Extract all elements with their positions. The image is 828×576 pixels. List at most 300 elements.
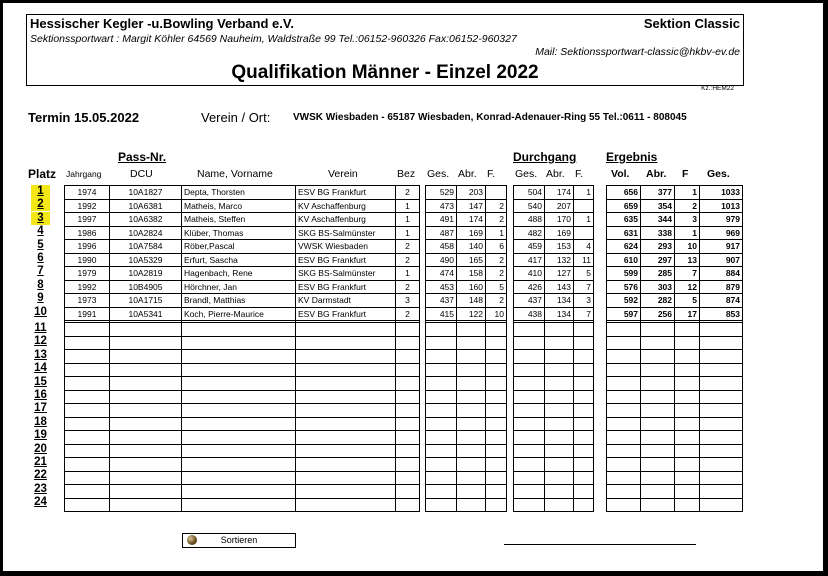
table-row — [514, 240, 594, 254]
empty-row — [514, 431, 594, 445]
f1-cell — [486, 485, 507, 499]
name-cell — [182, 444, 296, 458]
ges1-cell — [426, 498, 457, 512]
section-name: Sektion Classic — [643, 16, 740, 31]
bez-cell — [396, 431, 420, 445]
vol-cell: 592 — [607, 294, 641, 308]
platz-number: 22 — [34, 469, 47, 482]
verein-cell: ESV BG Frankfurt — [296, 186, 396, 200]
empty-row — [65, 404, 420, 418]
dcu-cell — [110, 404, 182, 418]
verein-cell: ESV BG Frankfurt — [296, 307, 396, 321]
vol-cell: 576 — [607, 280, 641, 294]
abr1-cell — [457, 390, 486, 404]
erg-abr-header: Abr. — [646, 168, 667, 180]
ges1-cell — [426, 336, 457, 350]
erg-f-cell — [675, 350, 700, 364]
erg-f-cell — [675, 498, 700, 512]
f1-cell — [486, 498, 507, 512]
verein-header: Verein — [328, 168, 358, 180]
verein-cell — [296, 458, 396, 472]
form-code: Kz.:HEM22 — [701, 85, 734, 92]
ges2-cell: 482 — [514, 226, 545, 240]
ges1-cell: 415 — [426, 307, 457, 321]
empty-row — [426, 404, 507, 418]
vol-cell: 597 — [607, 307, 641, 321]
erg-f-cell — [675, 458, 700, 472]
erg-abr-cell: 297 — [641, 253, 675, 267]
bez-cell — [396, 363, 420, 377]
durchgang-group-header: Durchgang — [513, 150, 577, 164]
erg-ges-cell: 917 — [700, 240, 743, 254]
erg-f-cell — [675, 417, 700, 431]
table-row — [426, 294, 507, 308]
name-cell — [182, 485, 296, 499]
ergebnis-group-header: Ergebnis — [606, 150, 658, 164]
vol-cell — [607, 323, 641, 337]
erg-ges-cell — [700, 390, 743, 404]
abr2-cell — [545, 431, 574, 445]
erg-f-cell — [675, 444, 700, 458]
erg-f-cell: 17 — [675, 307, 700, 321]
erg-ges-cell: 874 — [700, 294, 743, 308]
dcu-cell — [110, 498, 182, 512]
table-row — [426, 253, 507, 267]
erg-f-cell: 5 — [675, 294, 700, 308]
f1-cell — [486, 458, 507, 472]
erg-ges-cell: 907 — [700, 253, 743, 267]
f1-cell: 1 — [486, 226, 507, 240]
table-row — [514, 253, 594, 267]
abr2-cell: 134 — [545, 307, 574, 321]
platz-number: 6 — [37, 252, 44, 264]
ges2-cell — [514, 377, 545, 391]
jahrgang-cell — [65, 458, 110, 472]
ergebnis-table — [606, 185, 743, 512]
f2-cell — [574, 199, 594, 213]
ges2-cell — [514, 404, 545, 418]
empty-row — [607, 471, 743, 485]
abr1-cell: 169 — [457, 226, 486, 240]
table-row — [514, 280, 594, 294]
bez-cell — [396, 485, 420, 499]
abr2-cell — [545, 498, 574, 512]
f1-cell — [486, 186, 507, 200]
abr2-cell: 134 — [545, 294, 574, 308]
f2-cell — [574, 417, 594, 431]
table-row — [514, 213, 594, 227]
abr2-cell — [545, 485, 574, 499]
name-cell — [182, 458, 296, 472]
abr2-cell: 169 — [545, 226, 574, 240]
ges1-cell: 474 — [426, 267, 457, 281]
f1-cell — [486, 336, 507, 350]
abr2-cell: 132 — [545, 253, 574, 267]
erg-abr-cell — [641, 444, 675, 458]
empty-row — [514, 498, 594, 512]
abr2-cell — [545, 390, 574, 404]
abr1-cell — [457, 377, 486, 391]
f1-cell — [486, 377, 507, 391]
erg-abr-cell — [641, 377, 675, 391]
vol-cell — [607, 404, 641, 418]
jahrgang-cell: 1990 — [65, 253, 110, 267]
jahrgang-cell — [65, 323, 110, 337]
bez-header: Bez — [397, 168, 416, 180]
table-row — [426, 307, 507, 321]
abr1-cell: 165 — [457, 253, 486, 267]
ges2-cell — [514, 485, 545, 499]
f2-cell: 7 — [574, 307, 594, 321]
table-row — [65, 213, 420, 227]
jahrgang-cell: 1974 — [65, 186, 110, 200]
erg-ges-cell — [700, 485, 743, 499]
f2-header: F. — [575, 168, 584, 180]
ges1-cell: 487 — [426, 226, 457, 240]
abr1-cell: 174 — [457, 213, 486, 227]
f1-cell: 2 — [486, 213, 507, 227]
ges2-cell: 438 — [514, 307, 545, 321]
table-row — [607, 226, 743, 240]
jahrgang-cell: 1996 — [65, 240, 110, 254]
abr1-cell — [457, 498, 486, 512]
table-row — [514, 307, 594, 321]
erg-abr-cell — [641, 471, 675, 485]
bez-cell: 2 — [396, 253, 420, 267]
jahrgang-cell: 1991 — [65, 307, 110, 321]
vol-cell: 624 — [607, 240, 641, 254]
dcu-cell — [110, 390, 182, 404]
abr2-cell — [545, 444, 574, 458]
empty-row — [514, 404, 594, 418]
abr2-cell — [545, 377, 574, 391]
platz-number: 18 — [34, 415, 47, 428]
verein-cell — [296, 404, 396, 418]
empty-row — [426, 458, 507, 472]
f2-cell — [574, 336, 594, 350]
verein-cell: KV Aschaffenburg — [296, 213, 396, 227]
f1-cell: 2 — [486, 199, 507, 213]
platz-number: 20 — [34, 442, 47, 455]
table-row — [65, 307, 420, 321]
verein-cell — [296, 498, 396, 512]
f1-cell: 2 — [486, 294, 507, 308]
jahrgang-cell — [65, 431, 110, 445]
sort-button-label: Sortieren — [220, 535, 258, 545]
f2-cell — [574, 363, 594, 377]
erg-f-cell — [675, 390, 700, 404]
erg-abr-cell: 344 — [641, 213, 675, 227]
empty-row — [514, 390, 594, 404]
erg-ges-cell: 979 — [700, 213, 743, 227]
jahrgang-cell: 1997 — [65, 213, 110, 227]
f2-cell — [574, 458, 594, 472]
erg-abr-cell: 293 — [641, 240, 675, 254]
ges1-cell — [426, 458, 457, 472]
jahrgang-cell — [65, 444, 110, 458]
f1-cell — [486, 404, 507, 418]
erg-f-cell — [675, 485, 700, 499]
name-cell — [182, 404, 296, 418]
ges1-cell — [426, 431, 457, 445]
empty-row — [65, 431, 420, 445]
f1-cell — [486, 417, 507, 431]
platz-number: 11 — [34, 322, 47, 334]
f1-cell: 2 — [486, 253, 507, 267]
jahrgang-cell: 1986 — [65, 226, 110, 240]
platz-number: 1 — [31, 185, 50, 198]
dcu-cell — [110, 377, 182, 391]
erg-f-header: F — [682, 168, 689, 180]
erg-f-cell: 10 — [675, 240, 700, 254]
empty-row — [426, 471, 507, 485]
platz-number: 9 — [37, 292, 44, 305]
ges2-header: Ges. — [515, 168, 538, 180]
erg-ges-cell: 1013 — [700, 199, 743, 213]
name-cell — [182, 350, 296, 364]
vol-cell — [607, 471, 641, 485]
verein-cell: VWSK Wiesbaden — [296, 240, 396, 254]
f2-cell — [574, 404, 594, 418]
ges2-cell — [514, 350, 545, 364]
dcu-cell: 10A5341 — [110, 307, 182, 321]
dcu-cell — [110, 431, 182, 445]
f1-cell: 10 — [486, 307, 507, 321]
abr1-cell: 148 — [457, 294, 486, 308]
erg-abr-cell — [641, 350, 675, 364]
name-cell: Erfurt, Sascha — [182, 253, 296, 267]
erg-abr-cell — [641, 431, 675, 445]
abr2-cell: 207 — [545, 199, 574, 213]
table-row — [607, 294, 743, 308]
erg-ges-cell — [700, 323, 743, 337]
name-cell: Klüber, Thomas — [182, 226, 296, 240]
erg-ges-cell — [700, 431, 743, 445]
erg-abr-cell: 303 — [641, 280, 675, 294]
f1-cell — [486, 350, 507, 364]
platz-number: 10 — [34, 305, 47, 318]
erg-ges-cell — [700, 458, 743, 472]
table-row — [426, 213, 507, 227]
erg-f-cell — [675, 431, 700, 445]
f2-cell — [574, 431, 594, 445]
vol-cell — [607, 336, 641, 350]
bez-cell: 1 — [396, 213, 420, 227]
platz-number: 5 — [37, 238, 44, 251]
empty-row — [607, 336, 743, 350]
bez-cell: 1 — [396, 199, 420, 213]
abr1-cell — [457, 417, 486, 431]
jahrgang-cell — [65, 485, 110, 499]
platz-number: 14 — [34, 362, 47, 375]
f1-cell: 6 — [486, 240, 507, 254]
pass-group-header: Pass-Nr. — [118, 150, 167, 164]
vol-cell — [607, 350, 641, 364]
empty-row — [65, 363, 420, 377]
erg-f-cell: 12 — [675, 280, 700, 294]
name-cell — [182, 323, 296, 337]
ges2-cell — [514, 363, 545, 377]
f2-cell: 1 — [574, 213, 594, 227]
empty-row — [607, 350, 743, 364]
table-row — [65, 240, 420, 254]
abr2-cell: 170 — [545, 213, 574, 227]
platz-number: 12 — [34, 335, 47, 348]
f1-cell: 2 — [486, 267, 507, 281]
ges1-cell — [426, 377, 457, 391]
verein-cell — [296, 471, 396, 485]
vol-cell — [607, 363, 641, 377]
verein-cell — [296, 336, 396, 350]
table-row — [426, 267, 507, 281]
f2-cell — [574, 377, 594, 391]
f2-cell — [574, 390, 594, 404]
verein-cell — [296, 363, 396, 377]
empty-row — [426, 350, 507, 364]
empty-row — [607, 363, 743, 377]
verein-cell — [296, 431, 396, 445]
ges2-cell — [514, 336, 545, 350]
erg-abr-cell: 377 — [641, 186, 675, 200]
ges1-header: Ges. — [427, 168, 450, 180]
name-cell — [182, 377, 296, 391]
erg-f-cell — [675, 336, 700, 350]
abr2-cell: 174 — [545, 186, 574, 200]
bez-cell: 1 — [396, 267, 420, 281]
ges2-cell — [514, 431, 545, 445]
jahrgang-cell — [65, 404, 110, 418]
contact-mail: Mail: Sektionssportwart-classic@hkbv-ev.de — [535, 46, 740, 58]
sort-button[interactable] — [182, 533, 296, 548]
abr1-cell — [457, 350, 486, 364]
table-row — [65, 280, 420, 294]
empty-row — [426, 444, 507, 458]
name-cell — [182, 390, 296, 404]
name-cell — [182, 471, 296, 485]
empty-row — [514, 471, 594, 485]
platz-header: Platz — [28, 167, 57, 181]
jahrgang-cell — [65, 363, 110, 377]
erg-ges-cell — [700, 417, 743, 431]
empty-row — [426, 377, 507, 391]
dcu-cell: 10A1715 — [110, 294, 182, 308]
abr1-cell: 140 — [457, 240, 486, 254]
ges2-cell: 410 — [514, 267, 545, 281]
table-row — [65, 186, 420, 200]
empty-row — [607, 404, 743, 418]
jahrgang-cell: 1992 — [65, 199, 110, 213]
f1-cell — [486, 431, 507, 445]
table-row — [65, 226, 420, 240]
signature-line — [504, 544, 696, 545]
name-cell — [182, 498, 296, 512]
erg-abr-cell — [641, 363, 675, 377]
abr1-cell — [457, 471, 486, 485]
bez-cell — [396, 417, 420, 431]
abr2-header: Abr. — [546, 168, 565, 180]
abr2-cell: 153 — [545, 240, 574, 254]
empty-row — [607, 323, 743, 337]
f2-cell: 4 — [574, 240, 594, 254]
abr2-cell — [545, 417, 574, 431]
empty-row — [426, 498, 507, 512]
jahrgang-cell — [65, 336, 110, 350]
erg-abr-cell: 256 — [641, 307, 675, 321]
empty-row — [514, 377, 594, 391]
bez-cell — [396, 404, 420, 418]
ges1-cell — [426, 471, 457, 485]
f2-cell — [574, 498, 594, 512]
empty-row — [514, 485, 594, 499]
empty-row — [65, 350, 420, 364]
empty-row — [65, 471, 420, 485]
dcu-cell: 10A6381 — [110, 199, 182, 213]
ges2-cell — [514, 323, 545, 337]
erg-abr-cell — [641, 498, 675, 512]
empty-row — [514, 363, 594, 377]
jahrgang-cell — [65, 498, 110, 512]
verein-cell — [296, 390, 396, 404]
platz-number: 17 — [34, 402, 47, 415]
table-row — [65, 253, 420, 267]
ges1-cell — [426, 390, 457, 404]
bez-cell — [396, 458, 420, 472]
empty-row — [426, 363, 507, 377]
erg-f-cell — [675, 404, 700, 418]
dcu-cell — [110, 485, 182, 499]
abr1-cell: 203 — [457, 186, 486, 200]
verein-cell: SKG BS-Salmünster — [296, 267, 396, 281]
abr2-cell: 143 — [545, 280, 574, 294]
erg-abr-cell — [641, 458, 675, 472]
platz-number: 8 — [37, 278, 44, 291]
erg-f-cell — [675, 377, 700, 391]
erg-ges-cell: 1033 — [700, 186, 743, 200]
table-row — [607, 186, 743, 200]
abr1-cell — [457, 431, 486, 445]
table-row — [514, 186, 594, 200]
name-cell: Hörchner, Jan — [182, 280, 296, 294]
verein-cell — [296, 377, 396, 391]
empty-row — [65, 336, 420, 350]
jahrgang-cell — [65, 350, 110, 364]
empty-row — [65, 390, 420, 404]
erg-abr-cell — [641, 390, 675, 404]
table-row — [65, 199, 420, 213]
document-page — [3, 3, 823, 571]
dcu-cell: 10A2824 — [110, 226, 182, 240]
erg-abr-cell — [641, 485, 675, 499]
verein-cell — [296, 444, 396, 458]
f1-cell — [486, 471, 507, 485]
table-row — [426, 199, 507, 213]
name-cell: Koch, Pierre-Maurice — [182, 307, 296, 321]
platz-number: 2 — [31, 198, 50, 211]
vol-header: Vol. — [611, 168, 630, 180]
empty-row — [426, 323, 507, 337]
ges2-cell: 459 — [514, 240, 545, 254]
f2-cell — [574, 323, 594, 337]
bez-cell — [396, 377, 420, 391]
ges1-cell — [426, 350, 457, 364]
ges1-cell: 473 — [426, 199, 457, 213]
f2-cell: 5 — [574, 267, 594, 281]
ges1-cell — [426, 363, 457, 377]
empty-row — [514, 444, 594, 458]
ges1-cell — [426, 444, 457, 458]
jahrgang-cell — [65, 417, 110, 431]
vol-cell — [607, 458, 641, 472]
